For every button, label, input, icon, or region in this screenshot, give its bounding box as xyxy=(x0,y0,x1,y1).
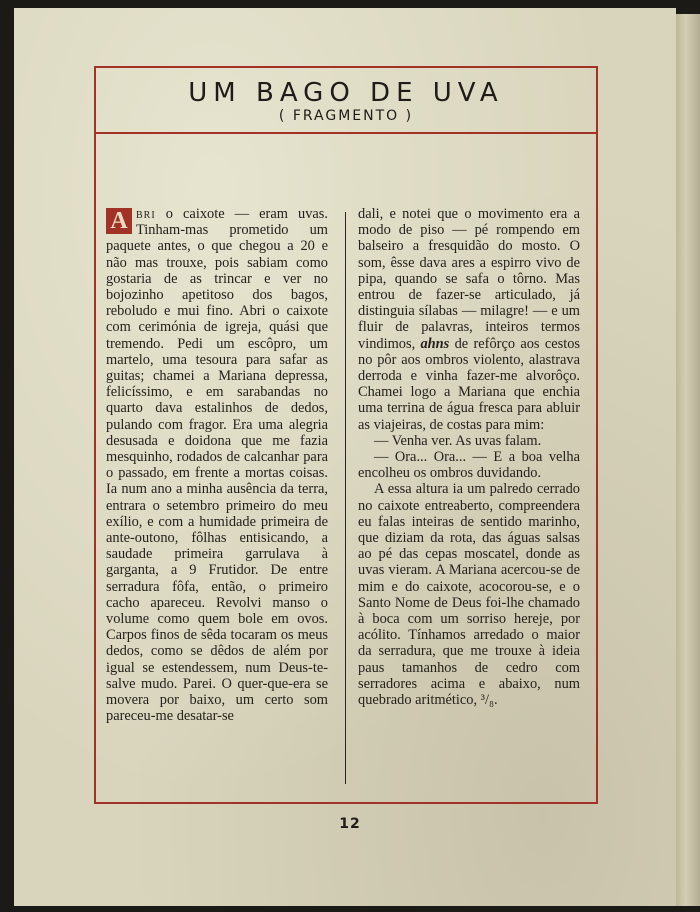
dialogue-line: — Venha ver. As uvas falam. xyxy=(374,432,542,449)
emphasis-word: ahns xyxy=(420,335,450,352)
dialogue-line: — Ora... Ora... — E a boa velha encolheu os ombros duvidando. xyxy=(358,449,580,482)
paragraph-text: dali, e notei que o movimento era a modo de piso — pé rompendo em balseiro a fresquidão do mosto. O som, êsse dava ares a espirro vivo de pipa, quando se safa o tôrno. Mas entrou de fazer-se articulado, já distinguia sílabas — milagre! — e um fluir de palavras, inteiros termos vindimos, xyxy=(358,206,580,352)
paragraph xyxy=(358,206,580,433)
page-title: UM BAGO DE UVA xyxy=(188,78,504,108)
paragraph xyxy=(106,206,328,725)
drop-cap-word-rest: bri xyxy=(136,206,156,222)
paragraph-text: de refôrço aos cestos no pôr aos ombros violento, alastrava derroda e vinha fazer-me alvorôço. Chamei logo a Mariana que enchia uma terrina de água fresca para abluir as viajeiras, de costas para mim: xyxy=(358,335,580,433)
next-page-edge xyxy=(676,14,700,906)
drop-cap: A xyxy=(106,208,132,234)
paragraph: A essa altura ia um palredo cerrado no caixote entreaberto, compreendera eu falas inteiras de sentido marinho, que diziam da rota, das águas salsas ao pé das cepas moscatel, donde as uvas vieram. A Mariana acercou-se de mim e do caixote, acocorou-se, e o Santo Nome de Deus foi-lhe chamado à boca com um sorriso hereje, por acólito. Tínhamos arredado o maior da serradura, que me trouxe à ideia paus tamanhos de cedro com serradores acima e abaixo, num quebrado aritmético, ³/₈. xyxy=(358,481,580,709)
header-divider xyxy=(96,132,596,134)
page-subtitle: ( FRAGMENTO ) xyxy=(278,108,414,124)
text-column-right xyxy=(358,206,580,708)
column-divider xyxy=(345,212,346,784)
page-number: 12 xyxy=(339,816,361,832)
text-column-left xyxy=(106,206,328,725)
paragraph-text: o caixote — eram uvas. Tinham-mas prometido um paquete antes, o que chegou a 20 e não mas trouxe, pois sabiam como gostaria de as trincar e ver no bojozinho apetitoso dos bagos, reboludo e mui fino. Abri o caixote com cerimónia de igreja, quási que tremendo. Pedi um escôpro, um martelo, uma tesoura para safar as guitas; chamei a Mariana depressa, felicíssimo, e em sarabandas no quarto dava estalinhos de dedos, pulando com fragor. Era uma alegria desusada e doidona que me fazia mesquinho, rodados de calcanhar para o passado, em frente a mortas coisas. Ia num ano a minha ausência da terra, entrara o setembro primeiro do meu exílio, e com a humidade primeira de ante-outono, fôlhas entisicando, a saudade primeira garrulava à garganta, a 9 Frutidor. De entre serradura fôfa, então, o primeiro cacho apareceu. Revolvi manso o volume como quem bole em ovos. Carpos finos de sêda tocaram os meus dedos, como se dêdos de além por igual se estendessem, num Deus-te-salve mudo. Parei. O quer-que-era se movera por baixo, um certo som pareceu-me desatar-se xyxy=(106,206,328,725)
